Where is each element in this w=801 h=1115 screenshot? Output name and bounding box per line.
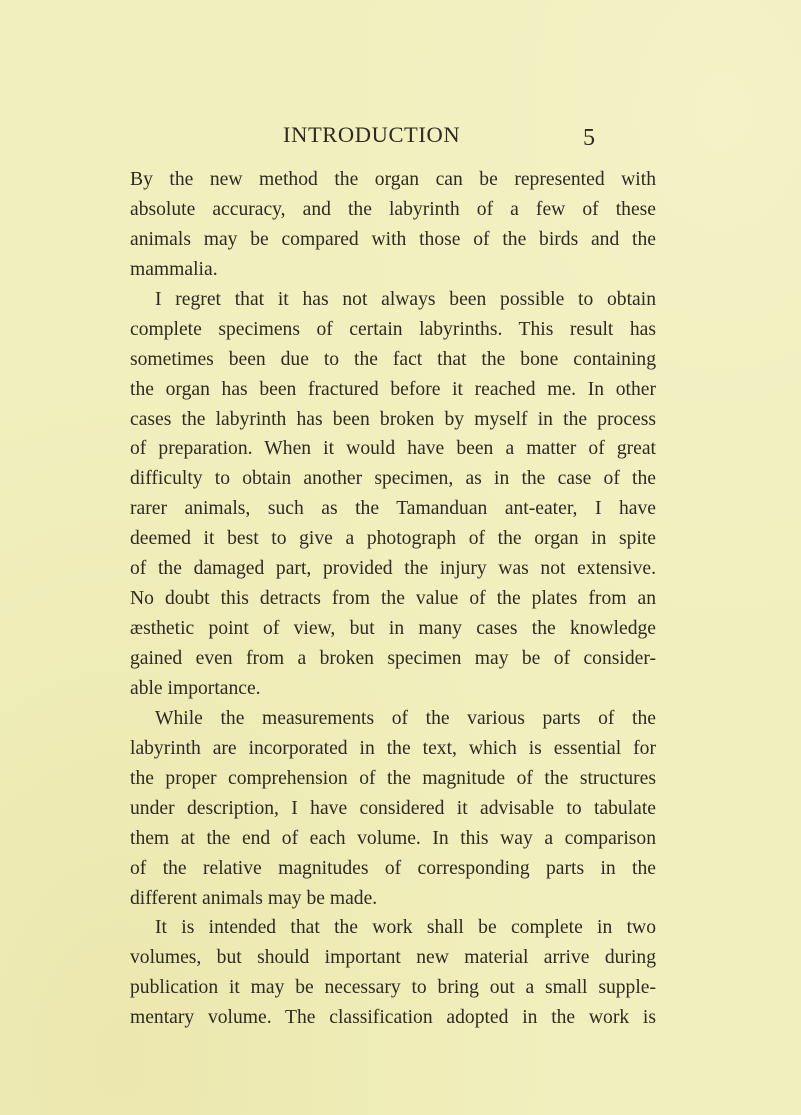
text-line: labyrinth are incorporated in the text, which is essential for	[130, 737, 656, 759]
text-line: It is intended that the work shall be complete in two	[155, 917, 656, 939]
text-line: mentary volume. The classification adopted in the work is	[130, 1007, 656, 1029]
text-line: rarer animals, such as the Tamanduan ant-eater, I have	[130, 498, 656, 520]
page-title: INTRODUCTION	[283, 122, 461, 147]
text-line: sometimes been due to the fact that the bone containing	[130, 348, 656, 370]
text-line: No doubt this detracts from the value of the plates from an	[130, 588, 656, 610]
text-line: complete specimens of certain labyrinths. This result has	[130, 318, 656, 340]
text-line: gained even from a broken specimen may be of consider-	[130, 648, 656, 669]
text-line: of preparation. When it would have been a matter of great	[130, 438, 656, 460]
text-line: While the measurements of the various parts of the	[155, 707, 656, 729]
text-line: the organ has been fractured before it reached me. In other	[130, 378, 656, 400]
text-line: of the damaged part, provided the injury was not extensive.	[130, 558, 656, 580]
text-line: of the relative magnitudes of corresponding parts in the	[130, 857, 656, 879]
text-line: under description, I have considered it advisable to tabulate	[130, 797, 656, 819]
text-line: difficulty to obtain another specimen, as in the case of the	[130, 468, 656, 490]
running-head	[0, 121, 801, 149]
text-line: æsthetic point of view, but in many cases the knowledge	[130, 618, 656, 640]
text-line: publication it may be necessary to bring out a small supple-	[130, 977, 656, 999]
text-line: cases the labyrinth has been broken by myself in the process	[130, 408, 656, 430]
text-line: volumes, but should important new material arrive during	[130, 947, 656, 969]
text-line: mammalia.	[130, 258, 218, 280]
text-line: I regret that it has not always been possible to obtain	[155, 288, 656, 310]
page-number: 5	[583, 125, 595, 151]
text-line: deemed it best to give a photograph of the organ in spite	[130, 528, 656, 550]
text-line: different animals may be made.	[130, 887, 378, 909]
text-line: animals may be compared with those of the birds and the	[130, 228, 656, 250]
text-line: the proper comprehension of the magnitude of the structures	[130, 767, 656, 789]
text-line: absolute accuracy, and the labyrinth of a few of these	[130, 198, 656, 220]
text-line: By the new method the organ can be represented with	[130, 169, 656, 190]
body-text	[130, 165, 656, 1033]
text-line: them at the end of each volume. In this way a comparison	[130, 827, 656, 849]
text-line: able importance.	[130, 677, 261, 699]
